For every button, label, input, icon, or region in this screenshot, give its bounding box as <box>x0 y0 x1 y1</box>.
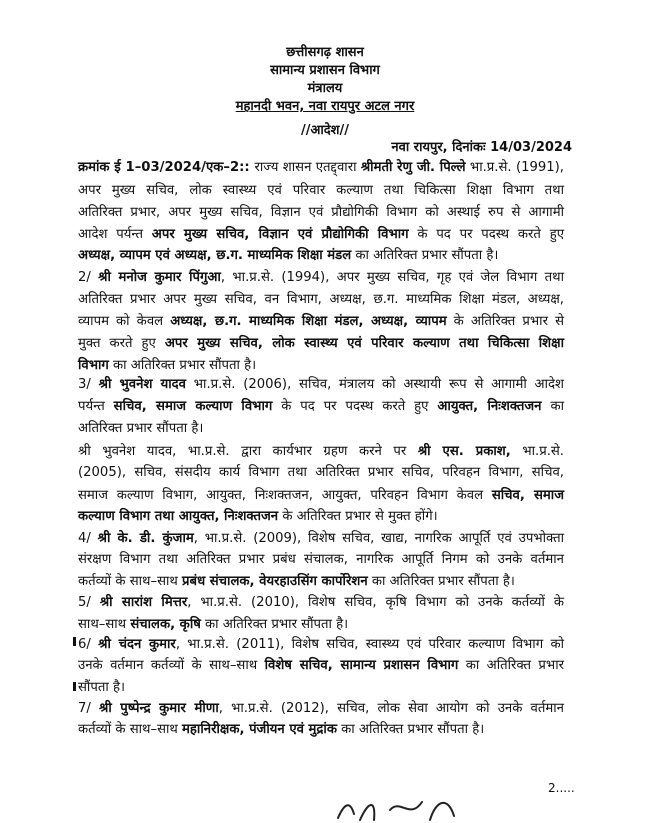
text: संरक्षण विभाग तथा अतिरिक्त प्रभार प्रबंध संचालक, नागरिक आपूर्ति निगम को उनके वर्तमान <box>78 552 564 567</box>
text: का अतिरिक्त प्रभार सौंपता है। <box>351 248 499 263</box>
text: अतिरिक्त प्रभार, अपर मुख्य सचिव, विज्ञान एवं प्रौद्योगिकी विभाग को अस्थाई रुप से आगामी <box>78 205 564 220</box>
bold-text: अपर मुख्य सचिव, विज्ञान एवं प्रौद्योगिकी विभाग <box>151 227 409 242</box>
text: 7/ <box>78 701 99 716</box>
text: का अतिरिक्त प्रभार सौंपता है। <box>108 358 257 373</box>
text: अतिरिक्त प्रभार सौंपता है। <box>78 421 204 436</box>
body-line <box>78 268 564 288</box>
text: के पद पर पदस्थ करते हुए <box>408 227 564 242</box>
text: का अतिरिक्त प्रभार सौंपता है। <box>336 722 485 737</box>
text: का अतिरिक्त प्रभार सौंपता है। <box>367 574 515 589</box>
text: 3/ <box>78 377 99 392</box>
bold-text: श्री चंदन कुमार <box>98 637 176 652</box>
body-line <box>78 225 564 245</box>
bold-text: सचिव, समाज <box>491 488 565 503</box>
bold-text: सचिव, समाज कल्याण विभाग <box>113 399 273 414</box>
date-line: नवा रायपुर, दिनांकः 14/03/2024 <box>391 140 572 155</box>
text: का <box>541 399 564 414</box>
body-line <box>78 615 348 635</box>
text: व्यापम को केवल <box>78 314 171 329</box>
body-line <box>78 203 564 223</box>
text: आदेश पर्यन्त <box>78 227 152 242</box>
text: सौंपता है। <box>78 680 125 695</box>
body-line <box>78 572 515 592</box>
bold-text: विशेष सचिव, सामान्य प्रशासन विभाग <box>264 658 459 673</box>
text: उनके वर्तमान कर्तव्यों के साथ–साथ <box>78 658 265 673</box>
page-continuation: 2..... <box>548 781 575 795</box>
text: के पद पर पदस्थ करते हुए <box>272 399 438 414</box>
body-line <box>78 593 564 613</box>
text: 4/ <box>78 531 98 546</box>
signature <box>330 790 470 823</box>
text: 6/ <box>78 637 99 652</box>
bold-text: अध्यक्ष, व्यापम एवं अध्यक्ष, छ.ग. माध्यमिक शिक्षा मंडल <box>78 248 352 263</box>
text: अतिरिक्त प्रभार अपर मुख्य सचिव, वन विभाग, अध्यक्ष, छ.ग. माध्यमिक शिक्षा मंडल, अध्यक्ष, <box>78 292 564 307</box>
bold-text: श्री भुवनेश यादव <box>98 377 186 392</box>
body-line <box>78 463 564 483</box>
margin-mark <box>73 637 76 646</box>
margin-mark <box>73 682 76 691</box>
body-line <box>78 699 564 719</box>
text: राज्य शासन एतद्द्वारा <box>254 160 361 175</box>
text: , भा.प्र.से. (2011), विशेष सचिव, स्वास्थ्य एवं परिवार कल्याण विभाग को <box>175 637 564 652</box>
body-line <box>78 635 564 655</box>
text: (2005), सचिव, संसदीय कार्य विभाग तथा अतिरिक्त प्रभार सचिव, परिवहन विभाग, सचिव, <box>78 465 564 480</box>
body-line <box>78 375 564 395</box>
bold-text: महानिरीक्षक, पंजीयन एवं मुद्रांक <box>182 722 337 737</box>
body-line <box>78 397 564 417</box>
body-line <box>78 529 564 549</box>
text: भा.प्र.से. (2006), सचिव, मंत्रालय को अस्थायी रूप से आगामी आदेश <box>186 377 564 392</box>
text: , भा.प्र.से. (1994), अपर मुख्य सचिव, गृह एवं जेल विभाग तथा <box>220 270 564 285</box>
office-heading: मंत्रालय <box>307 81 343 96</box>
body-line <box>78 356 256 376</box>
body-line <box>78 181 564 201</box>
bold-text: श्री सारांश मित्तर <box>99 595 188 610</box>
body-line <box>78 720 484 740</box>
body-line <box>78 678 125 698</box>
text: भा.प्र.से. (1991), <box>465 160 564 175</box>
bold-text: श्री एस. प्रकाश, <box>417 444 511 459</box>
text: साथ–साथ <box>78 617 131 632</box>
text: कर्तव्यों के साथ–साथ <box>78 574 183 589</box>
text: , भा.प्र.से. (2009), विशेष सचिव, खाद्य, नागरिक आपूर्ति एवं उपभोक्ता <box>193 531 565 546</box>
text: 2/ <box>78 270 99 285</box>
text: , भा.प्र.से. (2010), विशेष सचिव, कृषि विभाग को उनके कर्तव्यों के <box>187 595 564 610</box>
text: मुक्त करते हुए <box>78 336 165 351</box>
bold-text: आयुक्त, निःशक्तजन <box>437 399 542 414</box>
address-heading: महानदी भवन, नवा रायपुर अटल नगर <box>235 99 415 114</box>
bold-text: कल्याण विभाग तथा आयुक्त, निःशक्तजन <box>78 509 279 524</box>
body-line <box>78 312 564 332</box>
department-heading: सामान्य प्रशासन विभाग <box>270 63 380 78</box>
bold-text: अध्यक्ष, छ.ग. माध्यमिक शिक्षा मंडल, अध्यक्ष, व्यापम <box>170 314 447 329</box>
body-line <box>78 419 203 439</box>
text: समाज कल्याण विभाग, आयुक्त, निःशक्तजन, आयुक्त, परिवहन विभाग केवल <box>78 488 492 503</box>
body-line <box>78 656 564 676</box>
text: अपर मुख्य सचिव, लोक स्वास्थ्य एवं परिवार कल्याण तथा चिकित्सा शिक्षा विभाग तथा <box>78 183 564 198</box>
text: के अतिरिक्त प्रभार से <box>446 314 564 329</box>
bold-text: श्रीमती रेणु जी. पिल्ले <box>360 160 466 175</box>
body-line <box>78 158 564 178</box>
body-line <box>78 334 564 354</box>
body-line <box>78 550 564 570</box>
bold-text: श्री पुष्पेन्द्र कुमार मीणा <box>98 701 219 716</box>
text: कर्तव्यों के साथ–साथ <box>78 722 183 737</box>
order-title: //आदेश// <box>300 123 350 138</box>
text: का अतिरिक्त प्रभार <box>458 658 565 673</box>
body-line <box>78 442 564 462</box>
body-line <box>78 486 564 506</box>
bold-text: क्रमांक ई 1–03/2024/एक–2:: <box>78 160 255 175</box>
bold-text: प्रबंध संचालक, वेयरहाउसिंग कार्पोरेशन <box>182 574 368 589</box>
text: का अतिरिक्त प्रभार सौंपता है। <box>200 617 349 632</box>
text: 5/ <box>78 595 100 610</box>
text: , भा.प्र.से. (2012), सचिव, लोक सेवा आयोग को उनके वर्तमान <box>218 701 564 716</box>
body-line <box>78 246 498 266</box>
body-line <box>78 290 564 310</box>
bold-text: संचालक, कृषि <box>130 617 201 632</box>
text: पर्यन्त <box>78 399 114 414</box>
text: श्री भुवनेश यादव, भा.प्र.से. द्वारा कार्यभार ग्रहण करने पर <box>78 444 418 459</box>
bold-text: श्री के. डी. कुंजाम <box>97 531 194 546</box>
text: भा.प्र.से. <box>510 444 564 459</box>
bold-text: विभाग <box>78 358 109 373</box>
govt-heading: छत्तीसगढ़ शासन <box>286 45 364 60</box>
body-line <box>78 507 438 527</box>
text: के अतिरिक्त प्रभार से मुक्त होंगे। <box>278 509 438 524</box>
bold-text: श्री मनोज कुमार पिंगुआ <box>98 270 221 285</box>
bold-text: अपर मुख्य सचिव, लोक स्वास्थ्य एवं परिवार कल्याण तथा चिकित्सा शिक्षा <box>164 336 564 351</box>
